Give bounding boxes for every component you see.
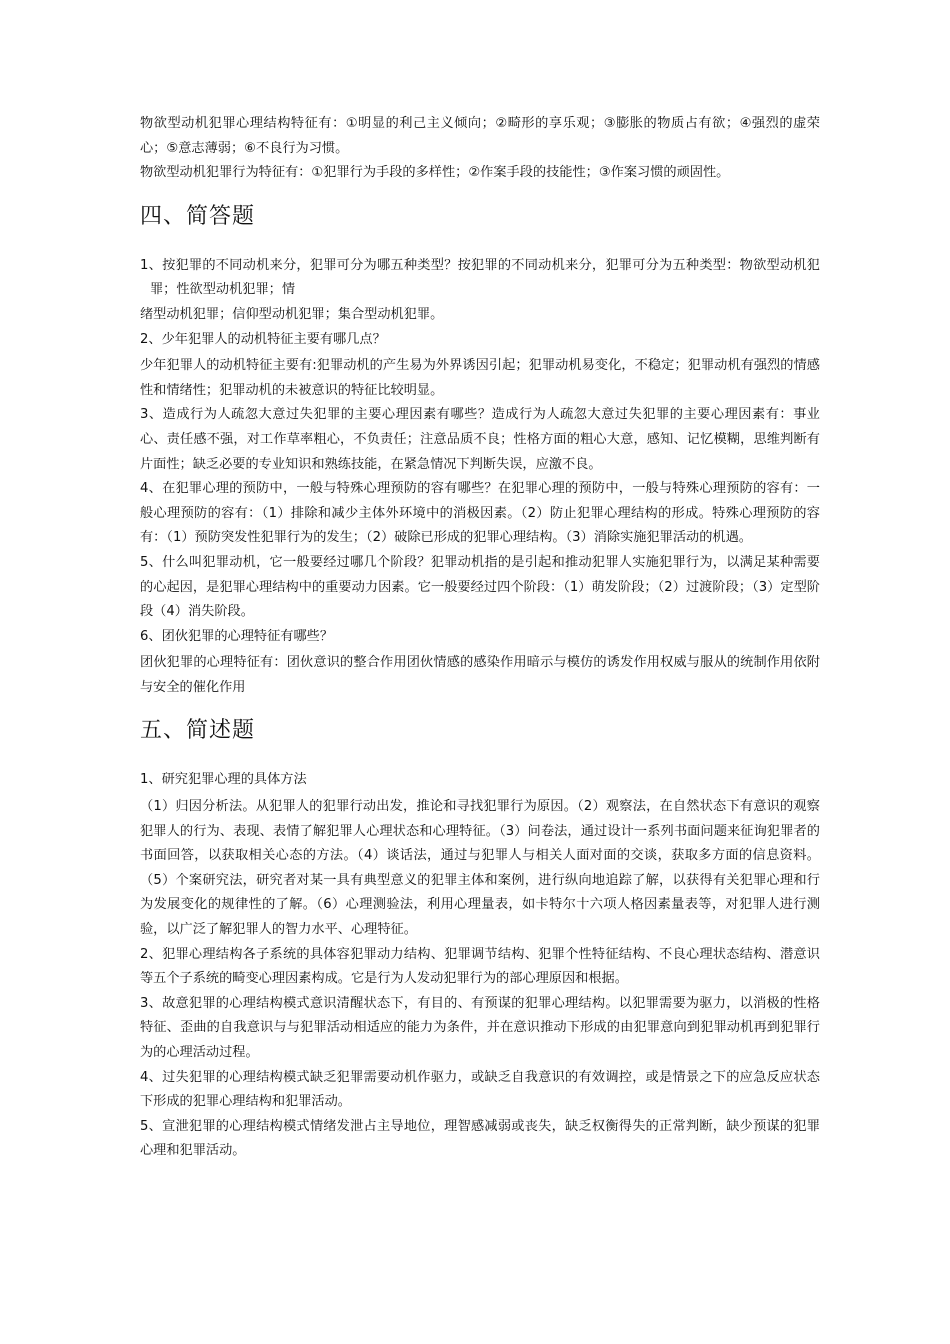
answer-6: 团伙犯罪的心理特征有：团伙意识的整合作用团伙情感的感染作用暗示与模仿的诱发作用权威与服从的统制作用依附与安全的催化作用 (140, 655, 820, 695)
question-2: 2、少年犯罪人的动机特征主要有哪几点？ (140, 331, 386, 347)
essay-question-2: 2、犯罪心理结构各子系统的具体容犯罪动力结构、犯罪调节结构、犯罪个性特征结构、不良心理状态结构、潜意识等五个子系统的畸变心理因素构成。它是行为人发动犯罪行为的部心理原因和根据。 (140, 946, 820, 987)
intro-paragraph-2: 物欲型动机犯罪行为特征有：①犯罪行为手段的多样性；②作案手段的技能性；③作案习惯的顽固性。 (140, 165, 730, 181)
essay-answer-1: （1）归因分析法。从犯罪人的犯罪行动出发，推论和寻找犯罪行为原因。（2）观察法，在自然状态下有意识的观察犯罪人的行为、表现、表情了解犯罪人心理状态和心理特征。（3）问卷法，通过设计一系列书面问题来征询犯罪者的书面回答，以获取相关心态的方法。（4）谈话法，通过与犯罪人与相关人面对面的交谈，获取多方面的信息资料。（5）个案研究法，研究者对某一具有典型意义的犯罪主体和案例，进行纵向地追踪了解，以获得有关犯罪心理和行为发展变化的规律性的了解。（6）心理测验法，利用心理量表，如卡特尔十六项人格因素量表等，对犯罪人进行测验，以广泛了解犯罪人的智力水平、心理特征。 (140, 799, 820, 938)
question-5: 5、什么叫犯罪动机，它一般要经过哪几个阶段？犯罪动机指的是引起和推动犯罪人实施犯罪行为，以满足某种需要的心起因，是犯罪心理结构中的重要动力因素。它一般要经过四个阶段：（1）萌发阶段；（2）过渡阶段；（3）定型阶段（4）消失阶段。 (140, 554, 820, 620)
essay-question-5: 5、宣泄犯罪的心理结构模式情绪发泄占主导地位，理智感减弱或丧失，缺乏权衡得失的正常判断，缺少预谋的犯罪心理和犯罪活动。 (140, 1118, 820, 1159)
question-6: 6、团伙犯罪的心理特征有哪些？ (140, 628, 334, 644)
question-1: 1、按犯罪的不同动机来分，犯罪可分为哪五种类型？按犯罪的不同动机来分，犯罪可分为五种类型：物欲型动机犯罪；性欲型动机犯罪；情 (140, 257, 820, 298)
essay-question-4: 4、过失犯罪的心理结构模式缺乏犯罪需要动机作驱力，或缺乏自我意识的有效调控，或是情景之下的应急反应状态下形成的犯罪心理结构和犯罪活动。 (140, 1069, 820, 1110)
section-heading-5: 五、简述题 (140, 718, 256, 744)
question-3: 3、造成行为人疏忽大意过失犯罪的主要心理因素有哪些？造成行为人疏忽大意过失犯罪的主要心理因素有：事业心、责任感不强，对工作草率粗心，不负责任；注意品质不良；性格方面的粗心大意，感知、记忆模糊，思维判断有片面性；缺乏必要的专业知识和熟练技能，在紧急情况下判断失误，应激不良。 (140, 407, 820, 472)
intro-paragraph-1: 物欲型动机犯罪心理结构特征有：①明显的利己主义倾向；②畸形的享乐观；③膨胀的物质占有欲；④强烈的虚荣心；⑤意志薄弱；⑥不良行为习惯。 (140, 116, 820, 156)
question-1-continued: 绪型动机犯罪；信仰型动机犯罪；集合型动机犯罪。 (140, 306, 444, 322)
answer-2: 少年犯罪人的动机特征主要有:犯罪动机的产生易为外界诱因引起；犯罪动机易变化，不稳定；犯罪动机有强烈的情感性和情绪性；犯罪动机的未被意识的特征比较明显。 (140, 358, 820, 398)
section-heading-4: 四、简答题 (140, 203, 256, 229)
question-4: 4、在犯罪心理的预防中，一般与特殊心理预防的容有哪些？在犯罪心理的预防中，一般与特殊心理预防的容有：一般心理预防的容有：（1）排除和减少主体外环境中的消极因素。（2）防止犯罪心理结构的形成。特殊心理预防的容有：（1）预防突发性犯罪行为的发生；（2）破除已形成的犯罪心理结构。（3）消除实施犯罪活动的机遇。 (140, 481, 820, 546)
essay-question-3: 3、故意犯罪的心理结构模式意识清醒状态下，有目的、有预谋的犯罪心理结构。以犯罪需要为驱力，以消极的性格特征、歪曲的自我意识与与犯罪活动相适应的能力为条件，并在意识推动下形成的由犯罪意向到犯罪动机再到犯罪行为的心理活动过程。 (140, 995, 820, 1060)
essay-question-1: 1、研究犯罪心理的具体方法 (140, 772, 307, 788)
document-page (140, 112, 820, 1164)
